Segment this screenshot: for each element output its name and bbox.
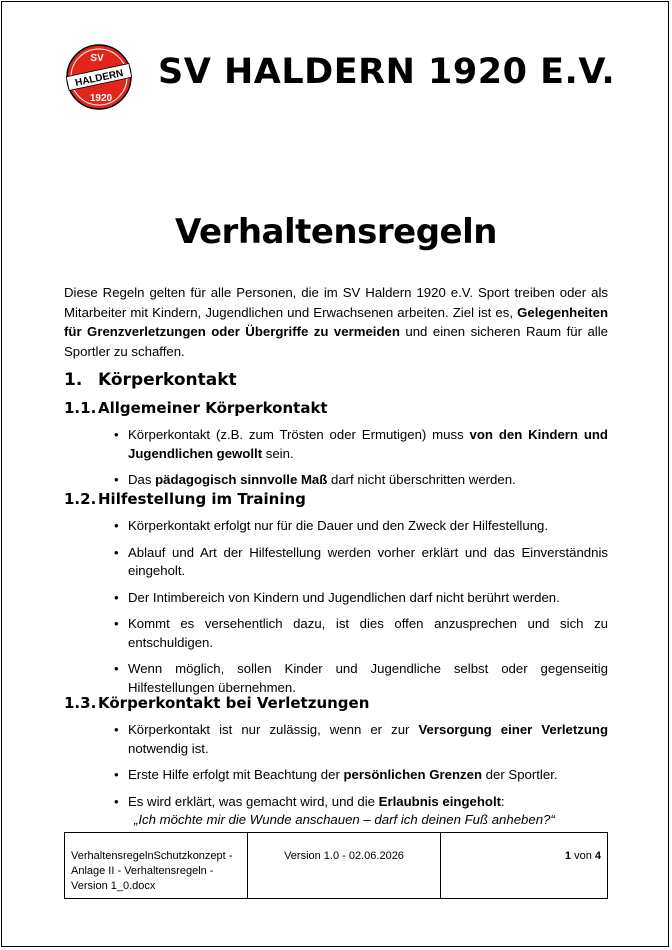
logo-text-bottom: 1920 [89, 93, 113, 104]
subsection-1-3-heading [64, 694, 369, 712]
list-item-emphasis: von den Kindern und Jugendlichen gewollt [128, 427, 608, 461]
footer-filename: VerhaltensregelnSchutzkonzept - Anlage II - Verhaltensregeln - Version 1_0.docx [65, 833, 248, 899]
subsection-title: Allgemeiner Körperkontakt [98, 399, 328, 417]
list-item-emphasis: pädagogisch sinnvolle Maß [155, 472, 328, 487]
subsection-title: Körperkontakt bei Verletzungen [98, 694, 370, 712]
page-total: 4 [594, 850, 601, 862]
list-item-text: Körperkontakt (z.B. zum Trösten oder Ermutigen) muss [128, 427, 470, 442]
list-item-text: Es wird erklärt, was gemacht wird, und die [128, 793, 379, 809]
logo-text-top: SV [90, 53, 104, 64]
club-name: SV HALDERN 1920 E.V. [158, 52, 616, 92]
page-separator: von [571, 850, 595, 862]
document-title: Verhaltensregeln [175, 212, 497, 252]
subsection-1-2-heading [64, 490, 306, 508]
subsection-number: 1.3. [64, 694, 97, 712]
intro-text: Diese Regeln gelten für alle Personen, die im SV Haldern 1920 e.V. Sport treiben oder als Mitarbeiter mit Kindern, Jugendlichen und Erwachsenen arbeiten. Ziel ist es, [64, 285, 608, 320]
section-number: 1. [64, 370, 83, 390]
intro-emphasis: Gelegenheiten für Grenzverletzungen oder Übergriffe zu vermeiden [64, 304, 608, 339]
list-item: • Wenn möglich, sollen Kinder und Jugendliche selbst oder gegenseitig Hilfestellungen übernehmen. [114, 660, 608, 697]
list-item-emphasis: Erlaubnis eingeholt [378, 793, 502, 809]
list-item-text-end: der Sportler. [482, 767, 558, 782]
subsection-1-1-heading [64, 399, 328, 417]
intro-paragraph [64, 283, 608, 361]
list-item [114, 426, 608, 463]
list-item-text: Das [128, 472, 156, 487]
club-logo [66, 44, 132, 110]
list-item-text-end: : [501, 793, 505, 809]
list-item-text-end: darf nicht überschritten werden. [327, 472, 516, 487]
subsection-number: 1.1. [64, 399, 97, 417]
intro-text-end: und einen sicheren Raum für alle Sportler zu schaffen. [64, 324, 608, 359]
list-item: • Körperkontakt erfolgt nur für die Dauer und den Zweck der Hilfestellung. [114, 517, 608, 536]
bullet-list-1-3 [114, 721, 608, 838]
list-item-text: Erste Hilfe erfolgt mit Beachtung der [128, 767, 344, 782]
list-item-text-end: sein. [262, 445, 294, 461]
list-item-text-end: notwendig ist. [128, 740, 209, 756]
list-item: • Ablauf und Art der Hilfestellung werden vorher erklärt und das Einverständnis eingeholt. [114, 544, 608, 581]
list-item-emphasis: persönlichen Grenzen [343, 767, 483, 782]
section-title: Körperkontakt [98, 370, 237, 390]
logo-text-middle: HALDERN [74, 68, 125, 89]
list-item [114, 471, 608, 490]
page-footer [64, 832, 608, 899]
list-item [114, 721, 608, 758]
bullet-list-1-2 [114, 517, 608, 705]
subsection-title: Hilfestellung im Training [98, 490, 306, 508]
footer-page-number [441, 833, 608, 899]
bullet-list-1-1 [114, 426, 608, 498]
list-item-text: Körperkontakt ist nur zulässig, wenn er zur [128, 722, 419, 737]
list-item: • Kommt es versehentlich dazu, ist dies offen anzusprechen und sich zu entschuldigen. [114, 615, 608, 652]
list-item [114, 793, 608, 830]
subsection-number: 1.2. [64, 490, 97, 508]
section-1-heading [64, 370, 237, 390]
footer-version: Version 1.0 - 02.06.2026 [248, 833, 441, 899]
list-item-quote: „Ich möchte mir die Wunde anschauen – darf ich deinen Fuß anheben?“ [134, 812, 555, 827]
page-current: 1 [564, 850, 572, 862]
list-item: • Der Intimbereich von Kindern und Jugendlichen darf nicht berührt werden. [114, 589, 608, 608]
list-item-emphasis: Versorgung einer Verletzung [418, 722, 608, 737]
list-item [114, 766, 608, 785]
